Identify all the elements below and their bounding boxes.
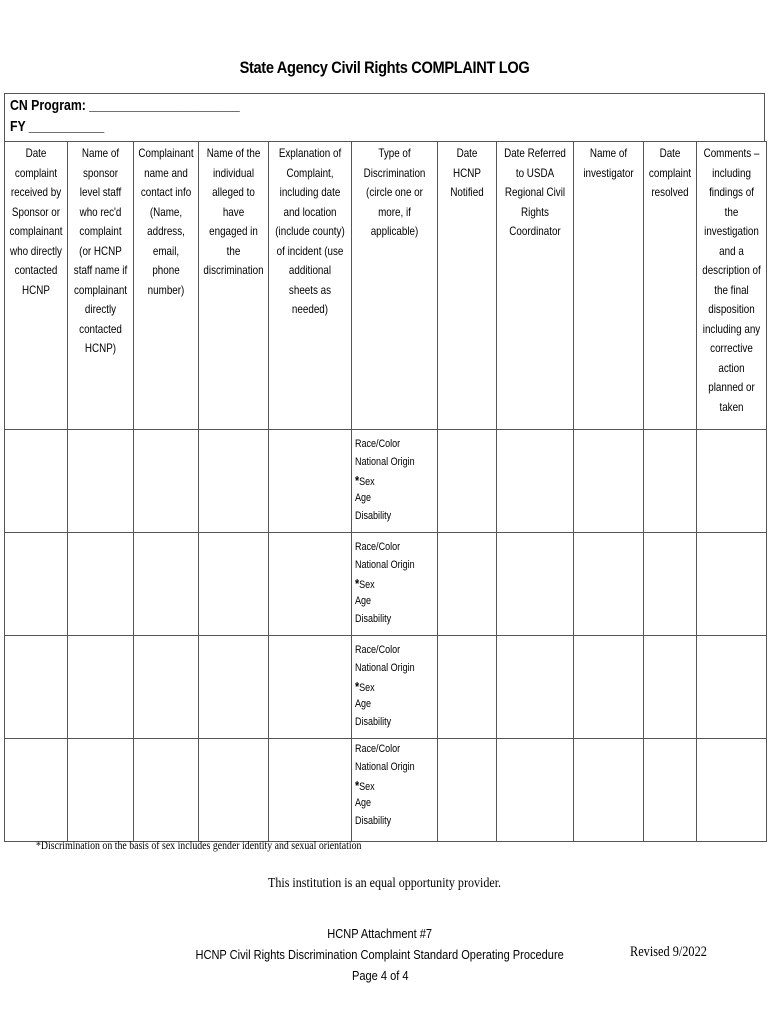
cell-discrimination-type[interactable] bbox=[352, 533, 438, 636]
type-race-color[interactable]: Race/Color bbox=[355, 541, 401, 553]
type-national-origin[interactable]: National Origin bbox=[355, 456, 415, 468]
cell-date-received[interactable] bbox=[5, 636, 68, 739]
cell-individual-alleged[interactable] bbox=[199, 533, 269, 636]
cell-explanation[interactable] bbox=[269, 739, 352, 842]
cell-complainant[interactable] bbox=[134, 739, 199, 842]
cell-date-referred[interactable] bbox=[497, 533, 574, 636]
equal-opportunity-statement: This institution is an equal opportunity provider. bbox=[268, 876, 502, 891]
cell-sponsor-staff[interactable] bbox=[68, 636, 134, 739]
cell-discrimination-type[interactable] bbox=[352, 636, 438, 739]
col-header-individual-alleged: Name of the individual alleged to have engaged in the discrimination bbox=[199, 142, 269, 430]
type-race-color[interactable]: Race/Color bbox=[355, 743, 401, 755]
cell-explanation[interactable] bbox=[269, 533, 352, 636]
table-row bbox=[5, 636, 767, 739]
cell-date-received[interactable] bbox=[5, 739, 68, 842]
cell-date-resolved[interactable] bbox=[644, 533, 697, 636]
cell-sponsor-staff[interactable] bbox=[68, 430, 134, 533]
cell-investigator[interactable] bbox=[574, 636, 644, 739]
type-age[interactable]: Age bbox=[355, 595, 372, 607]
cell-date-resolved[interactable] bbox=[644, 636, 697, 739]
type-national-origin[interactable]: National Origin bbox=[355, 761, 415, 773]
cell-date-referred[interactable] bbox=[497, 430, 574, 533]
cell-comments[interactable] bbox=[697, 430, 767, 533]
type-race-color[interactable]: Race/Color bbox=[355, 438, 401, 450]
cell-sponsor-staff[interactable] bbox=[68, 533, 134, 636]
col-header-comments: Comments – including findings of the investigation and a description of the final disposition including any corrective action planned or taken bbox=[697, 142, 767, 430]
type-disability[interactable]: Disability bbox=[355, 613, 392, 625]
sop-title: HCNP Civil Rights Discrimination Complaint Standard Operating Procedure bbox=[195, 947, 565, 962]
complaint-log-table bbox=[4, 141, 767, 842]
cell-comments[interactable] bbox=[697, 739, 767, 842]
cell-date-received[interactable] bbox=[5, 533, 68, 636]
type-sex[interactable]: *Sex bbox=[355, 679, 375, 694]
type-age[interactable]: Age bbox=[355, 698, 372, 710]
col-header-date-hcnp-notified: Date HCNP Notified bbox=[438, 142, 497, 430]
type-age[interactable]: Age bbox=[355, 492, 372, 504]
page-number: Page 4 of 4 bbox=[351, 968, 409, 983]
col-header-explanation: Explanation of Complaint, including date and location (include county) of incident (use additional sheets as needed) bbox=[269, 142, 352, 430]
cell-date-referred[interactable] bbox=[497, 636, 574, 739]
cell-date-hcnp-notified[interactable] bbox=[438, 533, 497, 636]
cn-program-field[interactable]: CN Program: ______________________ bbox=[10, 97, 240, 114]
type-disability[interactable]: Disability bbox=[355, 510, 392, 522]
fiscal-year-field[interactable]: FY ___________ bbox=[10, 118, 105, 135]
revision-date: Revised 9/2022 bbox=[630, 944, 707, 960]
type-race-color[interactable]: Race/Color bbox=[355, 644, 401, 656]
cell-discrimination-type[interactable] bbox=[352, 739, 438, 842]
cell-date-resolved[interactable] bbox=[644, 739, 697, 842]
document-title: State Agency Civil Rights COMPLAINT LOG bbox=[240, 58, 530, 77]
cell-sponsor-staff[interactable] bbox=[68, 739, 134, 842]
cell-discrimination-type[interactable] bbox=[352, 430, 438, 533]
cell-investigator[interactable] bbox=[574, 533, 644, 636]
cell-date-received[interactable] bbox=[5, 430, 68, 533]
col-header-date-referred: Date Referred to USDA Regional Civil Rights Coordinator bbox=[497, 142, 574, 430]
col-header-discrimination-type: Type of Discrimination (circle one or more, if applicable) bbox=[352, 142, 438, 430]
cell-investigator[interactable] bbox=[574, 430, 644, 533]
type-sex[interactable]: *Sex bbox=[355, 778, 375, 793]
cell-date-hcnp-notified[interactable] bbox=[438, 739, 497, 842]
cell-complainant[interactable] bbox=[134, 533, 199, 636]
table-row bbox=[5, 533, 767, 636]
cell-date-resolved[interactable] bbox=[644, 430, 697, 533]
col-header-sponsor-staff: Name of sponsor level staff who rec'd complaint (or HCNP staff name if complainant directly contacted HCNP) bbox=[68, 142, 134, 430]
col-header-date-resolved: Date complaint resolved bbox=[644, 142, 697, 430]
type-disability[interactable]: Disability bbox=[355, 815, 392, 827]
cell-individual-alleged[interactable] bbox=[199, 636, 269, 739]
cell-date-hcnp-notified[interactable] bbox=[438, 430, 497, 533]
cell-comments[interactable] bbox=[697, 533, 767, 636]
cell-comments[interactable] bbox=[697, 636, 767, 739]
cell-individual-alleged[interactable] bbox=[199, 739, 269, 842]
attachment-label: HCNP Attachment #7 bbox=[327, 926, 433, 941]
type-disability[interactable]: Disability bbox=[355, 716, 392, 728]
type-sex[interactable]: *Sex bbox=[355, 473, 375, 488]
type-age[interactable]: Age bbox=[355, 797, 372, 809]
sex-discrimination-footnote: *Discrimination on the basis of sex includes gender identity and sexual orientation bbox=[36, 838, 362, 852]
cell-date-referred[interactable] bbox=[497, 739, 574, 842]
type-sex[interactable]: *Sex bbox=[355, 576, 375, 591]
col-header-date-received: Date complaint received by Sponsor or complainant who directly contacted HCNP bbox=[5, 142, 68, 430]
cell-complainant[interactable] bbox=[134, 430, 199, 533]
table-header-row bbox=[5, 142, 767, 430]
cell-explanation[interactable] bbox=[269, 636, 352, 739]
col-header-investigator: Name of investigator bbox=[574, 142, 644, 430]
table-row bbox=[5, 739, 767, 842]
type-national-origin[interactable]: National Origin bbox=[355, 559, 415, 571]
cell-explanation[interactable] bbox=[269, 430, 352, 533]
program-header-box bbox=[4, 93, 765, 141]
type-national-origin[interactable]: National Origin bbox=[355, 662, 415, 674]
cell-complainant[interactable] bbox=[134, 636, 199, 739]
cell-investigator[interactable] bbox=[574, 739, 644, 842]
table-row bbox=[5, 430, 767, 533]
cell-date-hcnp-notified[interactable] bbox=[438, 636, 497, 739]
col-header-complainant: Complainant name and contact info (Name, address, email, phone number) bbox=[134, 142, 199, 430]
cell-individual-alleged[interactable] bbox=[199, 430, 269, 533]
